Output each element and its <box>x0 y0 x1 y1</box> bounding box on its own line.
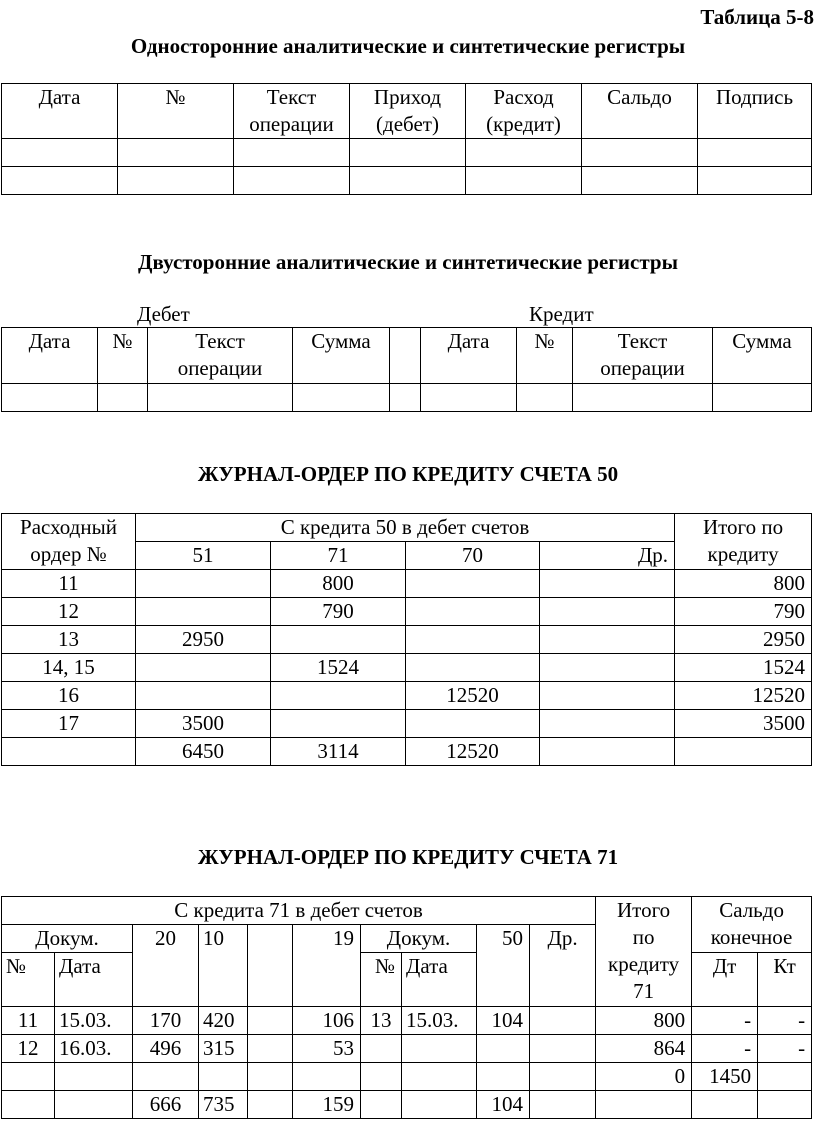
cell: 0 <box>596 1063 692 1091</box>
header-number-debit: № <box>112 329 133 353</box>
cell <box>136 598 271 626</box>
cell: 735 <box>199 1091 248 1119</box>
journal71-header-row-1 <box>2 897 812 925</box>
cell <box>2 738 136 766</box>
cell: - <box>758 1007 812 1035</box>
subcol-51: 51 <box>136 542 271 570</box>
j71-num-1: № <box>2 953 55 1007</box>
table-row <box>2 738 812 766</box>
cell <box>758 1091 812 1119</box>
header-number-credit: № <box>534 329 555 353</box>
j71-docum-1: Докум. <box>2 925 133 953</box>
cell <box>540 682 675 710</box>
cell <box>271 682 406 710</box>
header-sum-credit: Сумма <box>732 329 792 353</box>
journal71-title: ЖУРНАЛ-ОРДЕР ПО КРЕДИТУ СЧЕТА 71 <box>197 845 619 869</box>
cell <box>406 710 540 738</box>
subcol-70: 70 <box>406 542 540 570</box>
cell <box>271 626 406 654</box>
debit-label: Дебет <box>137 302 190 326</box>
table-row <box>2 710 812 738</box>
cell <box>271 710 406 738</box>
header-number: № <box>165 85 186 109</box>
j71-col-group: С кредита 71 в дебет счетов <box>174 898 423 922</box>
cell <box>2 1091 55 1119</box>
cell <box>530 1091 596 1119</box>
header-text-credit-2: операции <box>600 356 685 380</box>
cell: 170 <box>133 1007 199 1035</box>
cell: 11 <box>2 1007 55 1035</box>
cell <box>293 1063 361 1091</box>
two-sided-header-row <box>2 328 812 384</box>
header-sum-debit: Сумма <box>311 329 371 353</box>
cell: - <box>758 1035 812 1063</box>
j71-col-10: 10 <box>199 925 248 1007</box>
cell: 17 <box>2 710 136 738</box>
header-text-debit-1: Текст <box>195 329 245 353</box>
cell: 15.03. <box>55 1007 133 1035</box>
cell: 800 <box>596 1007 692 1035</box>
credit-label: Кредит <box>529 302 594 326</box>
table-row <box>2 570 812 598</box>
col-order-2: ордер № <box>30 542 107 566</box>
cell: 666 <box>133 1091 199 1119</box>
cell <box>248 1091 293 1119</box>
table-row <box>2 1091 812 1119</box>
cell: 800 <box>271 570 406 598</box>
cell: 3500 <box>136 710 271 738</box>
cell <box>248 1063 293 1091</box>
cell: 864 <box>596 1035 692 1063</box>
j71-saldo-1: Сальдо <box>719 898 784 922</box>
cell <box>402 1091 477 1119</box>
cell <box>136 570 271 598</box>
one-sided-title: Односторонние аналитические и синтетические регистры <box>130 34 686 58</box>
cell <box>361 1091 402 1119</box>
cell: 16 <box>2 682 136 710</box>
cell: 12520 <box>406 738 540 766</box>
header-expense-1: Расход <box>493 85 554 109</box>
header-expense-2: (кредит) <box>486 112 561 136</box>
table-row <box>2 1035 812 1063</box>
cell <box>55 1063 133 1091</box>
cell: 12520 <box>406 682 540 710</box>
table-row <box>2 598 812 626</box>
j71-docum-2: Докум. <box>361 925 477 953</box>
j71-total-4: 71 <box>633 979 655 1003</box>
subcol-other: Др. <box>540 542 675 570</box>
cell: 11 <box>2 570 136 598</box>
j71-total-1: Итого <box>617 898 671 922</box>
j71-date-1: Дата <box>55 953 133 1007</box>
j71-num-2: № <box>361 953 402 1007</box>
cell <box>402 1063 477 1091</box>
cell: 15.03. <box>402 1007 477 1035</box>
cell: 3114 <box>271 738 406 766</box>
cell: 12 <box>2 598 136 626</box>
cell: 1524 <box>271 654 406 682</box>
cell: 800 <box>675 570 812 598</box>
cell <box>530 1063 596 1091</box>
cell <box>133 1063 199 1091</box>
col-group: С кредита 50 в дебет счетов <box>280 515 530 539</box>
journal50-title: ЖУРНАЛ-ОРДЕР ПО КРЕДИТУ СЧЕТА 50 <box>197 462 619 486</box>
cell <box>530 1007 596 1035</box>
table-row <box>2 654 812 682</box>
table-row <box>2 384 812 412</box>
cell: - <box>692 1035 758 1063</box>
cell <box>248 1035 293 1063</box>
cell: 2950 <box>136 626 271 654</box>
cell <box>361 1063 402 1091</box>
header-date-debit: Дата <box>28 329 71 353</box>
one-sided-header-row <box>2 84 812 139</box>
cell: 53 <box>293 1035 361 1063</box>
cell <box>692 1091 758 1119</box>
table-number: Таблица 5-8 <box>700 5 814 29</box>
cell: 13 <box>2 626 136 654</box>
cell: 1450 <box>692 1063 758 1091</box>
cell: - <box>692 1007 758 1035</box>
header-text-debit-2: операции <box>177 356 263 380</box>
cell <box>406 654 540 682</box>
cell: 106 <box>293 1007 361 1035</box>
j71-dt: Дт <box>692 953 758 1007</box>
cell <box>758 1063 812 1091</box>
header-income-2: (дебет) <box>376 112 439 136</box>
cell <box>540 626 675 654</box>
col-order-1: Расходный <box>20 515 117 539</box>
cell: 3500 <box>675 710 812 738</box>
table-row <box>2 139 812 167</box>
table-row <box>2 1007 812 1035</box>
cell <box>540 654 675 682</box>
one-sided-table <box>1 83 812 195</box>
header-income-1: Приход <box>373 85 442 109</box>
cell: 6450 <box>136 738 271 766</box>
table-row <box>2 167 812 195</box>
cell <box>136 654 271 682</box>
cell: 420 <box>199 1007 248 1035</box>
cell: 496 <box>133 1035 199 1063</box>
header-balance: Сальдо <box>607 85 672 109</box>
cell <box>406 598 540 626</box>
two-sided-title: Двусторонние аналитические и синтетические регистры <box>138 250 678 274</box>
cell: 13 <box>361 1007 402 1035</box>
cell: 104 <box>477 1091 530 1119</box>
cell <box>361 1035 402 1063</box>
j71-col-20: 20 <box>133 925 199 1007</box>
cell: 159 <box>293 1091 361 1119</box>
header-text-2: операции <box>249 112 334 136</box>
cell <box>596 1091 692 1119</box>
cell <box>55 1091 133 1119</box>
two-sided-table <box>1 327 812 412</box>
table-row <box>2 682 812 710</box>
cell <box>477 1035 530 1063</box>
header-text-credit-1: Текст <box>617 329 668 353</box>
col-total-2: кредиту <box>707 542 779 566</box>
header-signature: Подпись <box>715 85 794 109</box>
j71-kt: Кт <box>758 953 812 1007</box>
cell <box>540 598 675 626</box>
cell: 12520 <box>675 682 812 710</box>
j71-col-empty <box>248 925 293 1007</box>
j71-col-other: Др. <box>530 925 596 1007</box>
cell <box>136 682 271 710</box>
journal50-header-row-1 <box>2 514 812 542</box>
cell: 2950 <box>675 626 812 654</box>
cell: 315 <box>199 1035 248 1063</box>
j71-date-2: Дата <box>402 953 477 1007</box>
journal71-table <box>1 896 812 1119</box>
j71-saldo-2: конечное <box>710 925 793 949</box>
j71-col-19: 19 <box>293 925 361 1007</box>
cell <box>402 1035 477 1063</box>
cell: 12 <box>2 1035 55 1063</box>
j71-col-50: 50 <box>477 925 530 1007</box>
subcol-71: 71 <box>271 542 406 570</box>
col-total-1: Итого по <box>702 515 784 539</box>
cell: 104 <box>477 1007 530 1035</box>
cell <box>406 570 540 598</box>
cell <box>406 626 540 654</box>
cell <box>199 1063 248 1091</box>
header-date: Дата <box>38 85 81 109</box>
cell: 14, 15 <box>2 654 136 682</box>
journal50-table <box>1 513 812 766</box>
cell <box>540 570 675 598</box>
header-text-1: Текст <box>266 85 317 109</box>
j71-total-2: по <box>632 925 655 949</box>
j71-total-3: кредиту <box>608 952 680 976</box>
cell <box>477 1063 530 1091</box>
table-row <box>2 626 812 654</box>
cell <box>248 1007 293 1035</box>
cell: 16.03. <box>55 1035 133 1063</box>
cell: 790 <box>271 598 406 626</box>
cell: 790 <box>675 598 812 626</box>
header-date-credit: Дата <box>447 329 490 353</box>
table-row <box>2 1063 812 1091</box>
cell <box>540 738 675 766</box>
cell <box>530 1035 596 1063</box>
cell <box>675 738 812 766</box>
cell <box>2 1063 55 1091</box>
cell: 1524 <box>675 654 812 682</box>
cell <box>540 710 675 738</box>
